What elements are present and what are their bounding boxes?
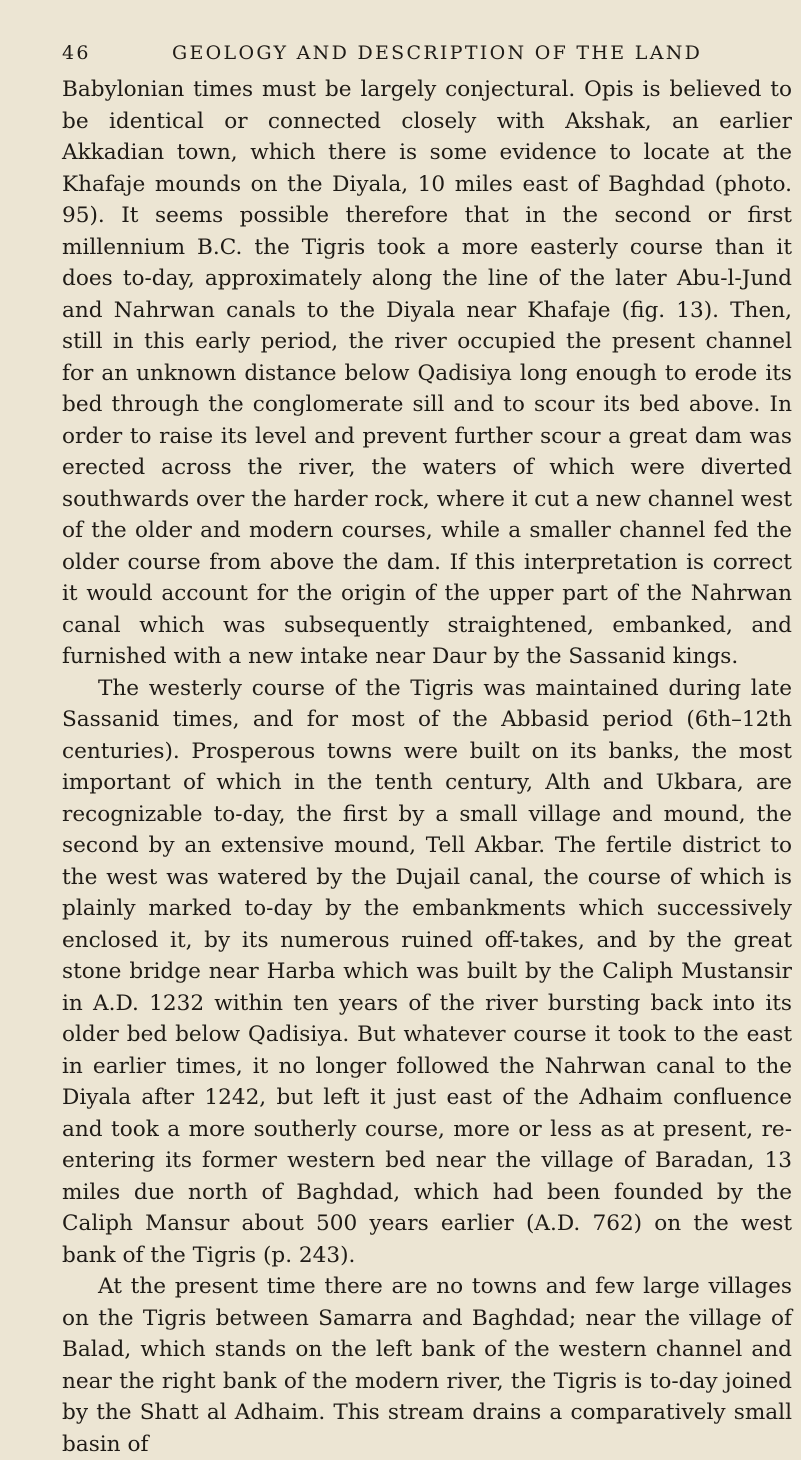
paragraph: At the present time there are no towns and few large villages on the Tigris between Samarra and Baghdad; near the village of Balad, which stands on the left bank of the western channel and near the right bank of the modern river, the Tigris is to-day joined by the Shatt al Adhaim. This stream drains a comparatively small basin of [62,1274,792,1457]
page-number: 46 [62,42,91,64]
chapter-title: GEOLOGY AND DESCRIPTION OF THE LAND [172,42,703,64]
body-text [62,74,792,1460]
running-head [62,38,752,68]
paragraph: Babylonian times must be largely conjectural. Opis is believed to be identical or connected closely with Akshak, an earlier Akkadian town, which there is some evidence to locate at the Khafaje mounds on the Diyala, 10 miles east of Baghdad (photo. 95). It seems possible therefore that in the second or first millennium B.C. the Tigris took a more easterly course than it does to-day, approximately along the line of the later Abu-l-Jund and Nahrwan canals to the Diyala near Khafaje (fig. 13). Then, still in this early period, the river occupied the present channel for an unknown distance below Qadisiya long enough to erode its bed through the conglomerate sill and to scour its bed above. In order to raise its level and prevent further scour a great dam was erected across the river, the waters of which were diverted southwards over the harder rock, where it cut a new channel west of the older and modern courses, while a smaller channel fed the older course from above the dam. If this interpretation is correct it would account for the origin of the upper part of the Nahrwan canal which was subsequently straightened, embanked, and furnished with a new intake near Daur by the Sassanid kings. [62,77,792,669]
paragraph: The westerly course of the Tigris was maintained during late Sassanid times, and for most of the Abbasid period (6th–12th centuries). Prosperous towns were built on its banks, the most important of which in the tenth century, Alth and Ukbara, are recognizable to-day, the first by a small village and mound, the second by an extensive mound, Tell Akbar. The fertile district to the west was watered by the Dujail canal, the course of which is plainly marked to-day by the embankments which successively enclosed it, by its numerous ruined off-takes, and by the great stone bridge near Harba which was built by the Caliph Mustansir in A.D. 1232 within ten years of the river bursting back into its older bed below Qadisiya. But whatever course it took to the east in earlier times, it no longer followed the Nahrwan canal to the Diyala after 1242, but left it just east of the Adhaim confluence and took a more southerly course, more or less as at present, re-entering its former western bed near the village of Baradan, 13 miles due north of Baghdad, which had been founded by the Caliph Mansur about 500 years earlier (A.D. 762) on the west bank of the Tigris (p. 243). [62,675,792,1268]
